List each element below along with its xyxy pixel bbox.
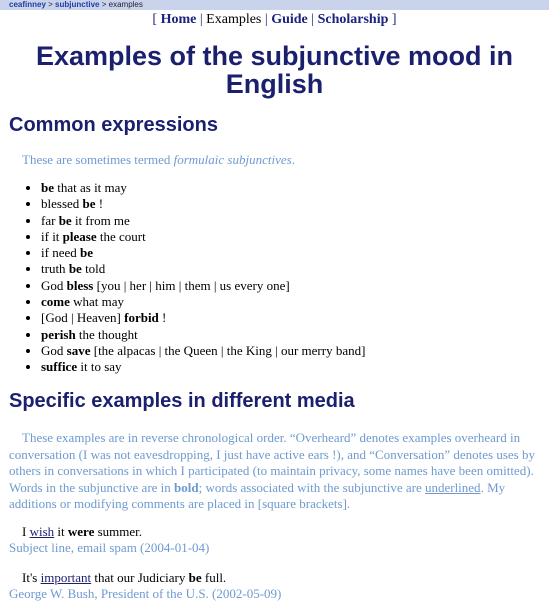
bold-text: come [41,294,70,310]
nav-separator: | [264,12,268,27]
breadcrumb-current: examples [108,0,143,9]
text-run: ; words associated with the subjunctive are [198,479,425,495]
text-run: what may [69,294,125,310]
underlined-text: important [40,570,92,585]
text-run: full. [201,570,227,585]
page-title: Examples of the subjunctive mood in English [35,41,514,99]
list-item [41,327,365,343]
nav-link-scholarship[interactable]: Scholarship [317,12,389,27]
bold-text: bold [174,479,199,495]
bold-text: be [68,261,82,277]
example-quote [9,524,539,540]
bold-text: be [41,180,54,195]
list-item [41,245,365,261]
bold-text: bless [66,277,94,293]
bold-text: perish [41,326,76,342]
text-run: God [41,342,67,358]
list-item [41,180,365,196]
text-run: it to say [77,359,122,375]
text-run: the thought [75,326,138,342]
breadcrumb [0,0,549,10]
text-run: if it [41,228,63,244]
text-run: if need [41,245,80,261]
text-run: far [41,212,59,228]
list-item [41,196,365,212]
list-item [41,278,365,294]
bold-text: were [67,524,95,539]
intro-text: These are sometimes termed [22,152,171,167]
example-quote [9,570,539,586]
list-item [41,261,365,277]
common-expressions-list [0,180,365,376]
section-heading-common-expressions: Common expressions [9,114,218,136]
breadcrumb-separator: > [48,0,53,9]
breadcrumb-separator: > [101,0,107,9]
text-run: I [22,524,30,539]
text-run: summer. [94,524,143,539]
text-run: ! [158,310,167,326]
text-run: it from me [71,212,130,228]
bold-text: save [66,342,91,358]
intro-suffix: . [291,152,295,167]
nav-bracket-close: ] [391,12,397,27]
text-run: ! [95,196,104,212]
text-run: [you | her | him | them | us every one] [93,277,290,293]
bold-text: forbid [124,310,159,326]
example-item [9,524,539,556]
bold-text: please [62,228,97,244]
text-run: blessed [41,196,83,212]
bold-text: be [79,245,93,261]
bold-text: be [188,570,202,585]
nav-current-examples: Examples [206,12,262,27]
text-run: it [54,524,68,539]
intro-term: formulaic subjunctives [173,152,292,167]
section-heading-specific-examples: Specific examples in different media [9,390,355,412]
top-navigation [0,12,549,28]
nav-bracket-open: [ [152,12,158,27]
example-item [9,570,539,602]
example-source: George W. Bush, President of the U.S. (2002-05-09) [9,586,282,601]
nav-link-guide[interactable]: Guide [271,12,308,27]
text-run: that our Judiciary [91,570,189,585]
underlined-text: wish [29,524,55,539]
bold-text: be [58,212,72,228]
section2-intro [9,430,539,513]
list-item [41,294,365,310]
bold-text: suffice [41,359,78,375]
text-run: that as it may [54,180,127,195]
text-run: . My additions or modifying comments are placed in [square brackets]. [9,479,506,511]
breadcrumb-link-home[interactable]: ceafinney [9,0,46,9]
list-item [41,213,365,229]
text-run: These examples are in reverse chronological order. “Overheard” denotes examples overheard in conversation (I was not eavesdropping, I just have active ears !), and “Conversation” denotes uses by others in conversations in which I participated (to maintain privacy, some names have been omitted). Words in the subjunctive are in [9,430,535,495]
text-run: It's [22,570,41,585]
list-item [41,359,365,375]
underlined-text: underlined [424,479,481,495]
example-source: Subject line, email spam (2004-01-04) [9,540,210,555]
section1-intro [9,152,549,169]
text-run: God [41,277,67,293]
nav-separator: | [311,12,315,27]
text-run: [the alpacas | the Queen | the King | our merry band] [90,342,366,358]
bold-text: be [82,196,96,212]
nav-separator: | [199,12,203,27]
list-item [41,229,365,245]
text-run: [God | Heaven] [41,310,125,326]
text-run: told [81,261,106,277]
list-item [41,310,365,326]
text-run: truth [41,261,69,277]
breadcrumb-link-subjunctive[interactable]: subjunctive [55,0,100,9]
list-item [41,343,365,359]
text-run: the court [96,228,146,244]
nav-link-home[interactable]: Home [160,12,197,27]
